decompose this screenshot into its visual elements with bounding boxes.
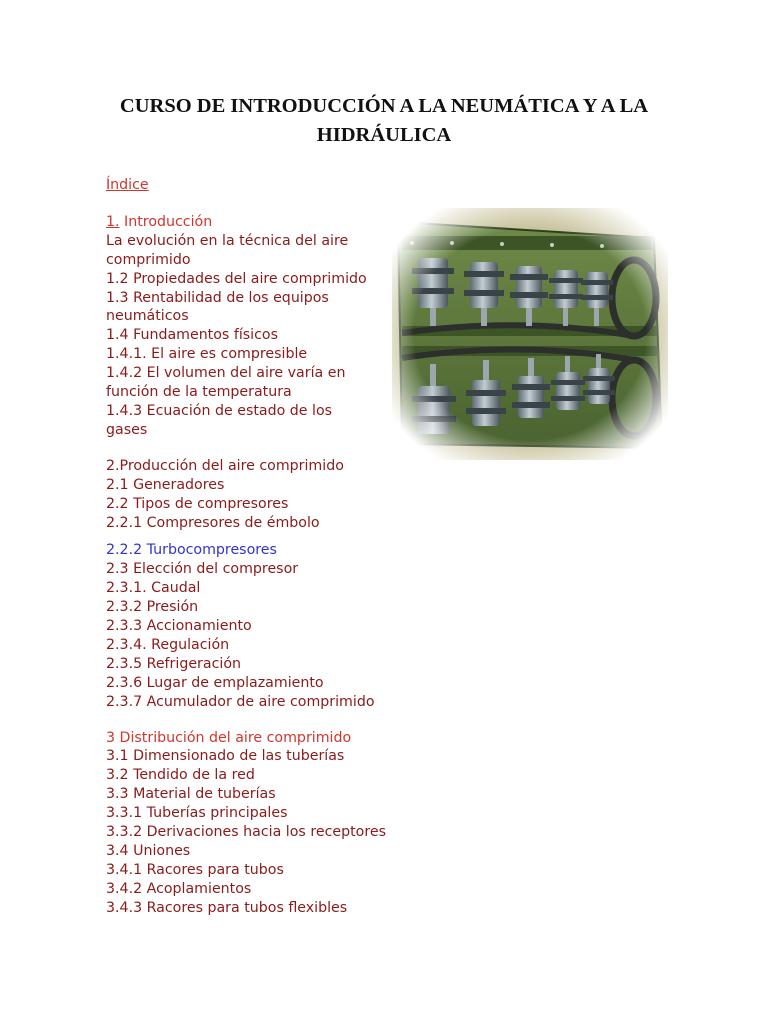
toc-item: 3.3.1 Tuberías principales — [106, 805, 288, 822]
toc-item: 3.4.2 Acoplamientos — [106, 880, 252, 897]
toc-item: 2.2 Tipos de compresores — [106, 495, 289, 512]
toc-item: 2.3.7 Acumulador de aire comprimido — [106, 693, 375, 710]
toc-item: 2.3.2 Presión — [106, 599, 199, 616]
document-title: CURSO DE INTRODUCCIÓN A LA NEUMÁTICA Y A LA HIDRÁULICA — [119, 95, 649, 146]
toc-item: 2.2.1 Compresores de émbolo — [106, 514, 320, 531]
index-link[interactable]: Índice — [106, 177, 149, 193]
pneumatic-machine-photo — [392, 208, 668, 460]
toc-item: 3.4.1 Racores para tubos — [106, 861, 284, 878]
toc-item: 2.3.4. Regulación — [106, 636, 230, 653]
toc-item: 3.4 Uniones — [106, 843, 191, 859]
section-2-heading: 2.Producción del aire comprimido — [106, 457, 344, 474]
toc-item: 1.2 Propiedades del aire comprimido — [106, 270, 367, 287]
toc-item: 2.3 Elección del compresor — [106, 561, 299, 578]
toc-item: 1.4.3 Ecuación de estado de los gases — [106, 402, 333, 438]
toc-item: 2.3.6 Lugar de emplazamiento — [106, 674, 324, 691]
toc-item: 3.4.3 Racores para tubos flexibles — [106, 899, 348, 916]
toc-item: 3.3.2 Derivaciones hacia los receptores — [106, 824, 386, 841]
toc-item: 3.3 Material de tuberías — [106, 786, 276, 803]
machine-illustration — [392, 208, 668, 460]
toc-item: 2.3.1. Caudal — [106, 580, 201, 597]
toc-item: 3.1 Dimensionado de las tuberías — [106, 748, 345, 765]
section-3-heading: 3 Distribución del aire comprimido — [106, 729, 352, 746]
toc-item: 1.3 Rentabilidad de los equipos neumáticos — [106, 289, 329, 325]
toc-item: 1.4 Fundamentos físicos — [106, 327, 278, 344]
section-1-title: Introducción — [119, 213, 213, 230]
toc-item: 1.4.1. El aire es compresible — [106, 346, 308, 363]
toc-item: 2.1 Generadores — [106, 476, 225, 493]
toc-item: 2.3.3 Accionamiento — [106, 618, 252, 635]
toc-item: 1.4.2 El volumen del aire varía en función de la temperatura — [106, 365, 346, 401]
toc-item: 3.2 Tendido de la red — [106, 767, 255, 784]
section-1-heading — [106, 213, 396, 232]
toc-item: La evolución en la técnica del aire comprimido — [106, 232, 349, 268]
section-1-number-link[interactable]: 1. — [106, 213, 120, 230]
table-of-contents — [106, 176, 396, 918]
toc-link-turbocompresores[interactable]: 2.2.2 Turbocompresores — [106, 542, 277, 559]
toc-item: 2.3.5 Refrigeración — [106, 655, 242, 672]
